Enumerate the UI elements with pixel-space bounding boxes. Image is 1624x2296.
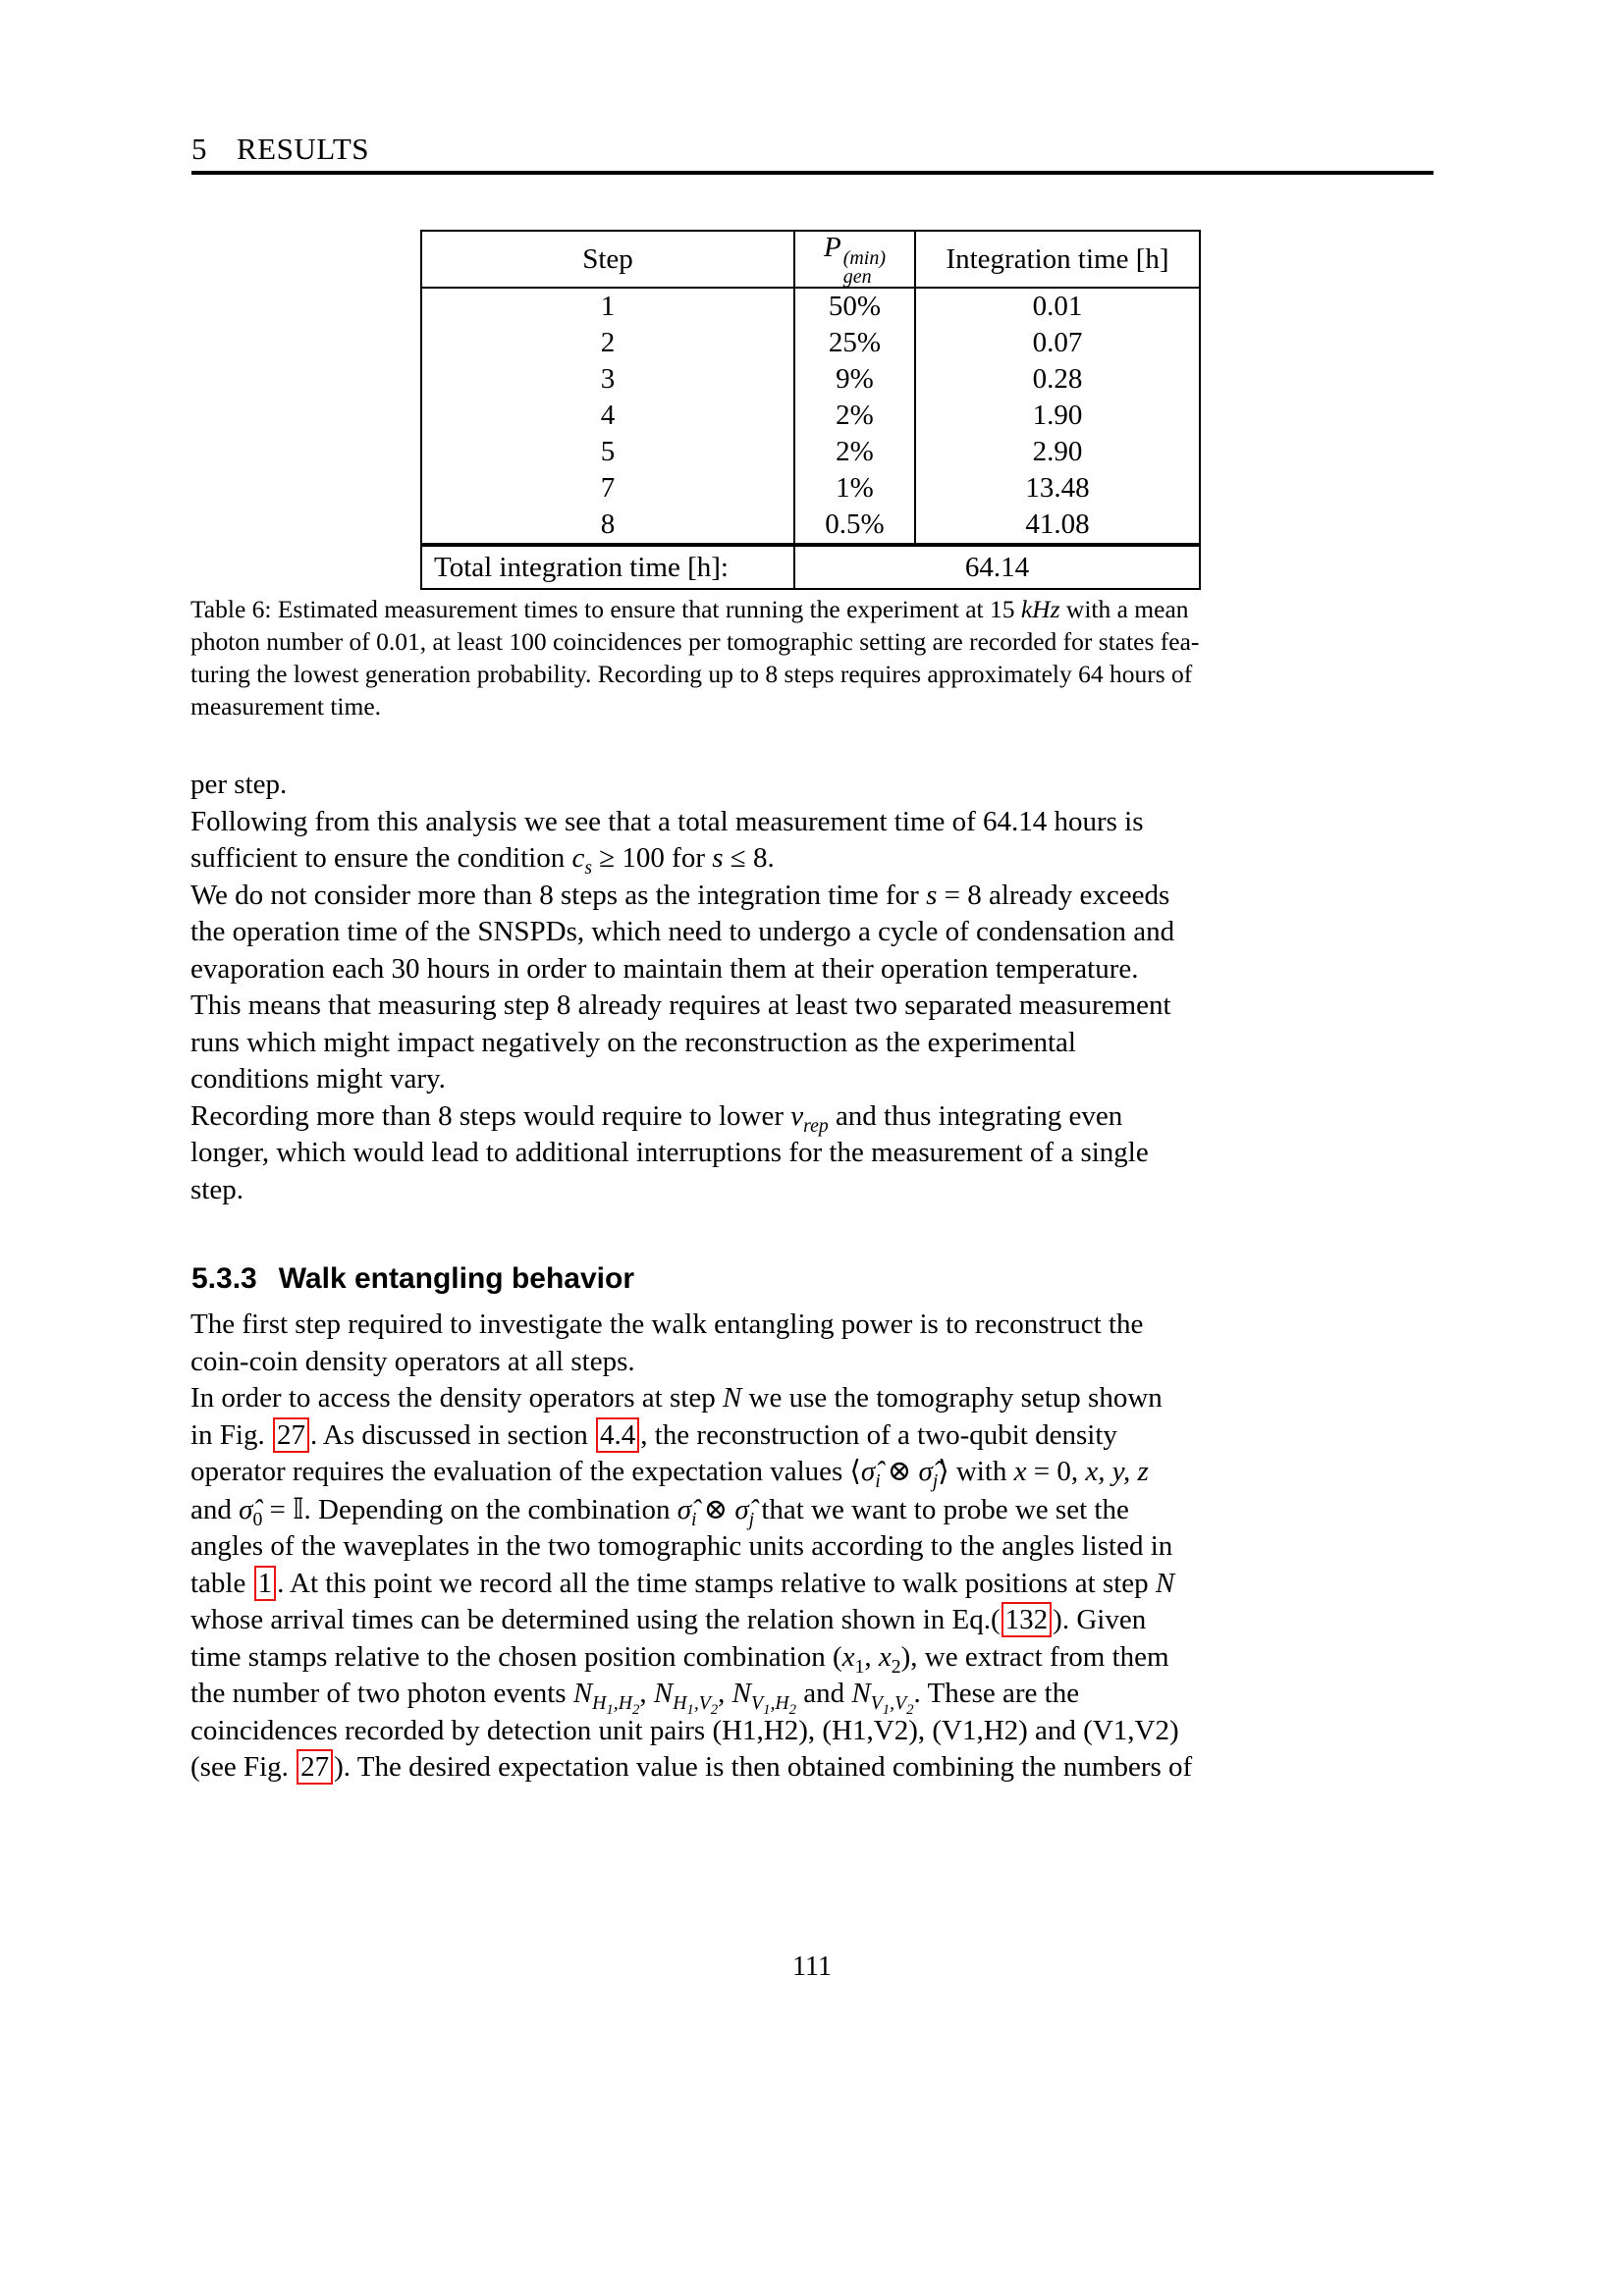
total-label: Total integration time [h]: xyxy=(421,545,794,589)
table-caption xyxy=(190,593,1443,722)
cell-step: 1 xyxy=(421,288,794,325)
text-line: The first step required to investigate the walk entangling power is to reconstruct the xyxy=(190,1308,1144,1340)
text-line: measurement time. xyxy=(190,692,382,721)
cross-reference-link[interactable]: 27 xyxy=(297,1749,333,1785)
text-line: per step. xyxy=(190,769,288,800)
subsection-title: Walk entangling behavior xyxy=(278,1262,635,1295)
table-6 xyxy=(420,230,1201,590)
cell-time: 2.90 xyxy=(1032,436,1083,467)
cell-pgen: 9% xyxy=(794,361,915,398)
subsection-heading xyxy=(191,1262,634,1296)
section-number: 5 xyxy=(191,132,207,166)
pgen-superscript: (min) xyxy=(842,247,887,269)
table-row xyxy=(421,361,1200,398)
text-line: the number of two photon events $N_{H_1,H_2}$, $N_{H_1,V_2}$, $N_{V_1,H_2}$ and $N_{V_1,V_2}$. These are the xyxy=(190,1678,1080,1718)
cell-time: 0.28 xyxy=(1032,363,1083,395)
text-line: step. xyxy=(190,1173,244,1205)
subsection-number: 5.3.3 xyxy=(191,1262,257,1295)
header-rule xyxy=(191,171,1434,175)
text-line: Following from this analysis we see that a total measurement time of 64.14 hours is xyxy=(190,805,1144,837)
text-line: time stamps relative to the chosen position combination ($x_1$, $x_2$), we extract from them xyxy=(190,1640,1169,1678)
cross-reference-link[interactable]: 4.4 xyxy=(596,1417,639,1453)
text-line: whose arrival times can be determined using the relation shown in Eq.( 132 ). Given xyxy=(190,1604,1147,1635)
text-line: We do not consider more than 8 steps as the integration time for s = 8 already exceeds xyxy=(190,879,1170,911)
text-line: photon number of 0.01, at least 100 coincidences per tomographic setting are recorded for states fea- xyxy=(190,627,1200,656)
text-line: turing the lowest generation probability. Recording up to 8 steps requires approximately 64 hours of xyxy=(190,660,1193,688)
column-header-pgen xyxy=(794,231,915,288)
table-row xyxy=(421,398,1200,434)
cell-time: 13.48 xyxy=(1025,472,1090,504)
text-line: conditions might vary. xyxy=(190,1063,446,1095)
cross-reference-link[interactable]: 1 xyxy=(254,1566,277,1601)
text-line: the operation time of the SNSPDs, which need to undergo a cycle of condensation and xyxy=(190,916,1175,947)
pgen-symbol: P xyxy=(823,232,841,263)
cell-time: 0.01 xyxy=(1032,291,1083,322)
text-line: Recording more than 8 steps would require to lower $\nu_{rep}$ and thus integrating even xyxy=(190,1099,1123,1137)
text-line: In order to access the density operators at step N we use the tomography setup shown xyxy=(190,1382,1163,1414)
paragraph-block-2 xyxy=(190,1307,1453,1787)
text-line: (see Fig. 27 ). The desired expectation value is then obtained combining the numbers of xyxy=(190,1751,1193,1783)
text-line: table 1 . At this point we record all the time stamps relative to walk positions at step N xyxy=(190,1567,1175,1599)
cell-pgen: 2% xyxy=(794,398,915,434)
table-row xyxy=(421,325,1200,361)
section-title: RESULTS xyxy=(237,132,370,166)
text-line: longer, which would lead to additional interruptions for the measurement of a single xyxy=(190,1137,1149,1168)
cell-time: 1.90 xyxy=(1032,400,1083,431)
text-line: angles of the waveplates in the two tomographic units according to the angles listed in xyxy=(190,1530,1173,1562)
cell-step: 2 xyxy=(421,325,794,361)
table-row xyxy=(421,434,1200,470)
cell-pgen: 2% xyxy=(794,434,915,470)
text-line: This means that measuring step 8 already requires at least two separated measurement xyxy=(190,989,1171,1021)
text-line: sufficient to ensure the condition $c_s \ge 100$ for s ≤ 8. xyxy=(190,842,775,879)
cell-step: 8 xyxy=(421,507,794,545)
text-line: Table 6: Estimated measurement times to ensure that running the experiment at 15 kHz with a mean xyxy=(190,595,1189,623)
table-row xyxy=(421,288,1200,325)
table-row xyxy=(421,507,1200,545)
cell-time: 41.08 xyxy=(1025,508,1090,540)
table-total-row xyxy=(421,545,1200,589)
column-header-integration-time: Integration time [h] xyxy=(915,231,1200,288)
text-line: in Fig. 27 . As discussed in section 4.4 , the reconstruction of a two-qubit density xyxy=(190,1418,1117,1451)
text-line: evaporation each 30 hours in order to maintain them at their operation temperature. xyxy=(190,952,1139,985)
cell-step: 5 xyxy=(421,434,794,470)
paragraph-block-1 xyxy=(190,767,1453,1208)
text-line: coincidences recorded by detection unit pairs (H1,H2), (H1,V2), (V1,H2) and (V1,V2) xyxy=(190,1714,1179,1746)
running-section-header xyxy=(191,132,369,167)
cell-pgen: 25% xyxy=(794,325,915,361)
text-line: runs which might impact negatively on the reconstruction as the experimental xyxy=(190,1026,1076,1058)
text-line: and $\sigmâ_0$ = 𝕀. Depending on the combination $\sigmâ_i$ ⊗ $\sigmâ_j$ that we want to probe we set the xyxy=(190,1491,1129,1530)
column-header-step: Step xyxy=(421,231,794,288)
cell-step: 4 xyxy=(421,398,794,434)
pgen-subscript: gen xyxy=(842,266,872,288)
cell-pgen: 0.5% xyxy=(794,507,915,545)
total-value: 64.14 xyxy=(794,545,1200,589)
table-row xyxy=(421,470,1200,507)
cell-step: 3 xyxy=(421,361,794,398)
text-line: operator requires the evaluation of the expectation values $⟨\sigmâ_i$ ⊗ $\sigmâ_j⟩$ with x = 0, x, y, z xyxy=(190,1456,1149,1492)
page-number: 111 xyxy=(792,1951,832,1982)
cross-reference-link[interactable]: 27 xyxy=(273,1417,309,1453)
text-line: coin-coin density operators at all steps. xyxy=(190,1345,635,1377)
cell-step: 7 xyxy=(421,470,794,507)
table-header-row xyxy=(421,231,1200,288)
cell-pgen: 1% xyxy=(794,470,915,507)
cell-time: 0.07 xyxy=(1032,327,1083,358)
cross-reference-link[interactable]: 132 xyxy=(1001,1602,1053,1637)
cell-pgen: 50% xyxy=(794,288,915,325)
